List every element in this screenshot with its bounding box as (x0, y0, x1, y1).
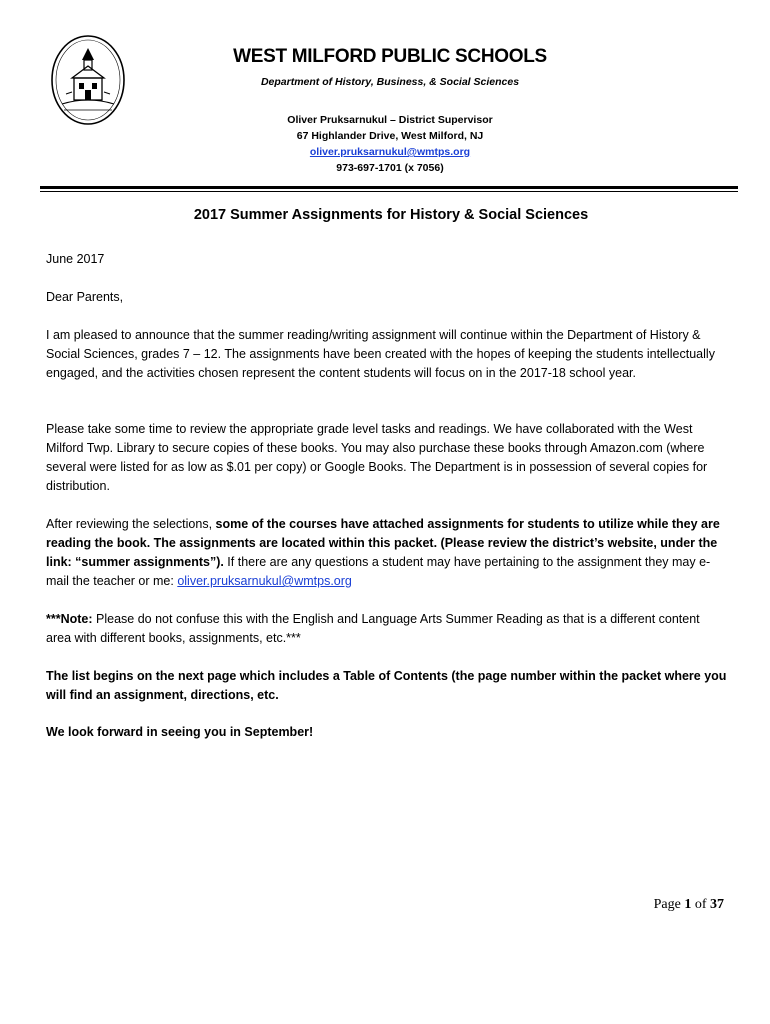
paragraph-books: Please take some time to review the appropriate grade level tasks and readings. We have collaborated with the West Milford Twp. Library to secure copies of these books. You may also purchase these books through Amazon.com (where several were listed for as low as $.01 per copy) or Google Books. The Department is in possession of several copies for distribution. (46, 422, 708, 493)
header-divider (40, 186, 738, 189)
paragraph-list-info: The list begins on the next page which includes a Table of Contents (the page number within the packet where you will find an assignment, directions, etc. (46, 669, 727, 702)
paragraph-assignments (46, 515, 728, 591)
document-title: 2017 Summer Assignments for History & Social Sciences (193, 207, 589, 223)
salutation: Dear Parents, (46, 290, 124, 304)
paragraph-assignments-bold: some of the courses have attached assignments for students to utilize while they are reading the book. The assignments are located within this packet. (Please review the district’s website, under the link: “summer assignments”). (46, 517, 720, 569)
address: 67 Highlander Drive, West Milford, NJ (296, 130, 484, 142)
department-name: Department of History, Business, & Social Sciences (260, 76, 520, 88)
note-label: ***Note: (46, 612, 93, 626)
page-of: of (691, 897, 710, 912)
paragraph-note (46, 610, 728, 648)
note-text: Please do not confuse this with the English and Language Arts Summer Reading as that is a different content area with different books, assignments, etc.*** (46, 612, 700, 645)
header-divider-thin (40, 191, 738, 192)
letter-date: June 2017 (46, 252, 105, 266)
school-seal-icon (50, 34, 126, 126)
closing-line: We look forward in seeing you in September! (46, 725, 314, 739)
body-email-link[interactable]: oliver.pruksarnukul@wmtps.org (177, 574, 352, 588)
page-total: 37 (710, 897, 724, 912)
page-word: Page (653, 897, 685, 912)
letterhead (150, 46, 630, 176)
phone: 973-697-1701 (x 7056) (336, 162, 444, 174)
page-current: 1 (684, 897, 692, 912)
paragraph-intro: I am pleased to announce that the summer reading/writing assignment will continue within the Department of History & Social Sciences, grades 7 – 12. The assignments have been created with the hopes of keeping the students intellectually engaged, and the activities chosen represent the content students will focus on in the 2017-18 school year. (46, 328, 715, 380)
header-email-link[interactable]: oliver.pruksarnukul@wmtps.org (309, 146, 471, 158)
supervisor-name: Oliver Pruksarnukul – District Supervisor (287, 114, 493, 126)
contact-block (150, 112, 630, 176)
paragraph-assignments-intro: After reviewing the selections, (46, 517, 216, 531)
paragraph-assignments-rest: If there are any questions a student may have pertaining to the assignment they may e-mail the teacher or me: (46, 555, 711, 588)
school-name: WEST MILFORD PUBLIC SCHOOLS (233, 46, 547, 67)
page-number (600, 897, 724, 913)
